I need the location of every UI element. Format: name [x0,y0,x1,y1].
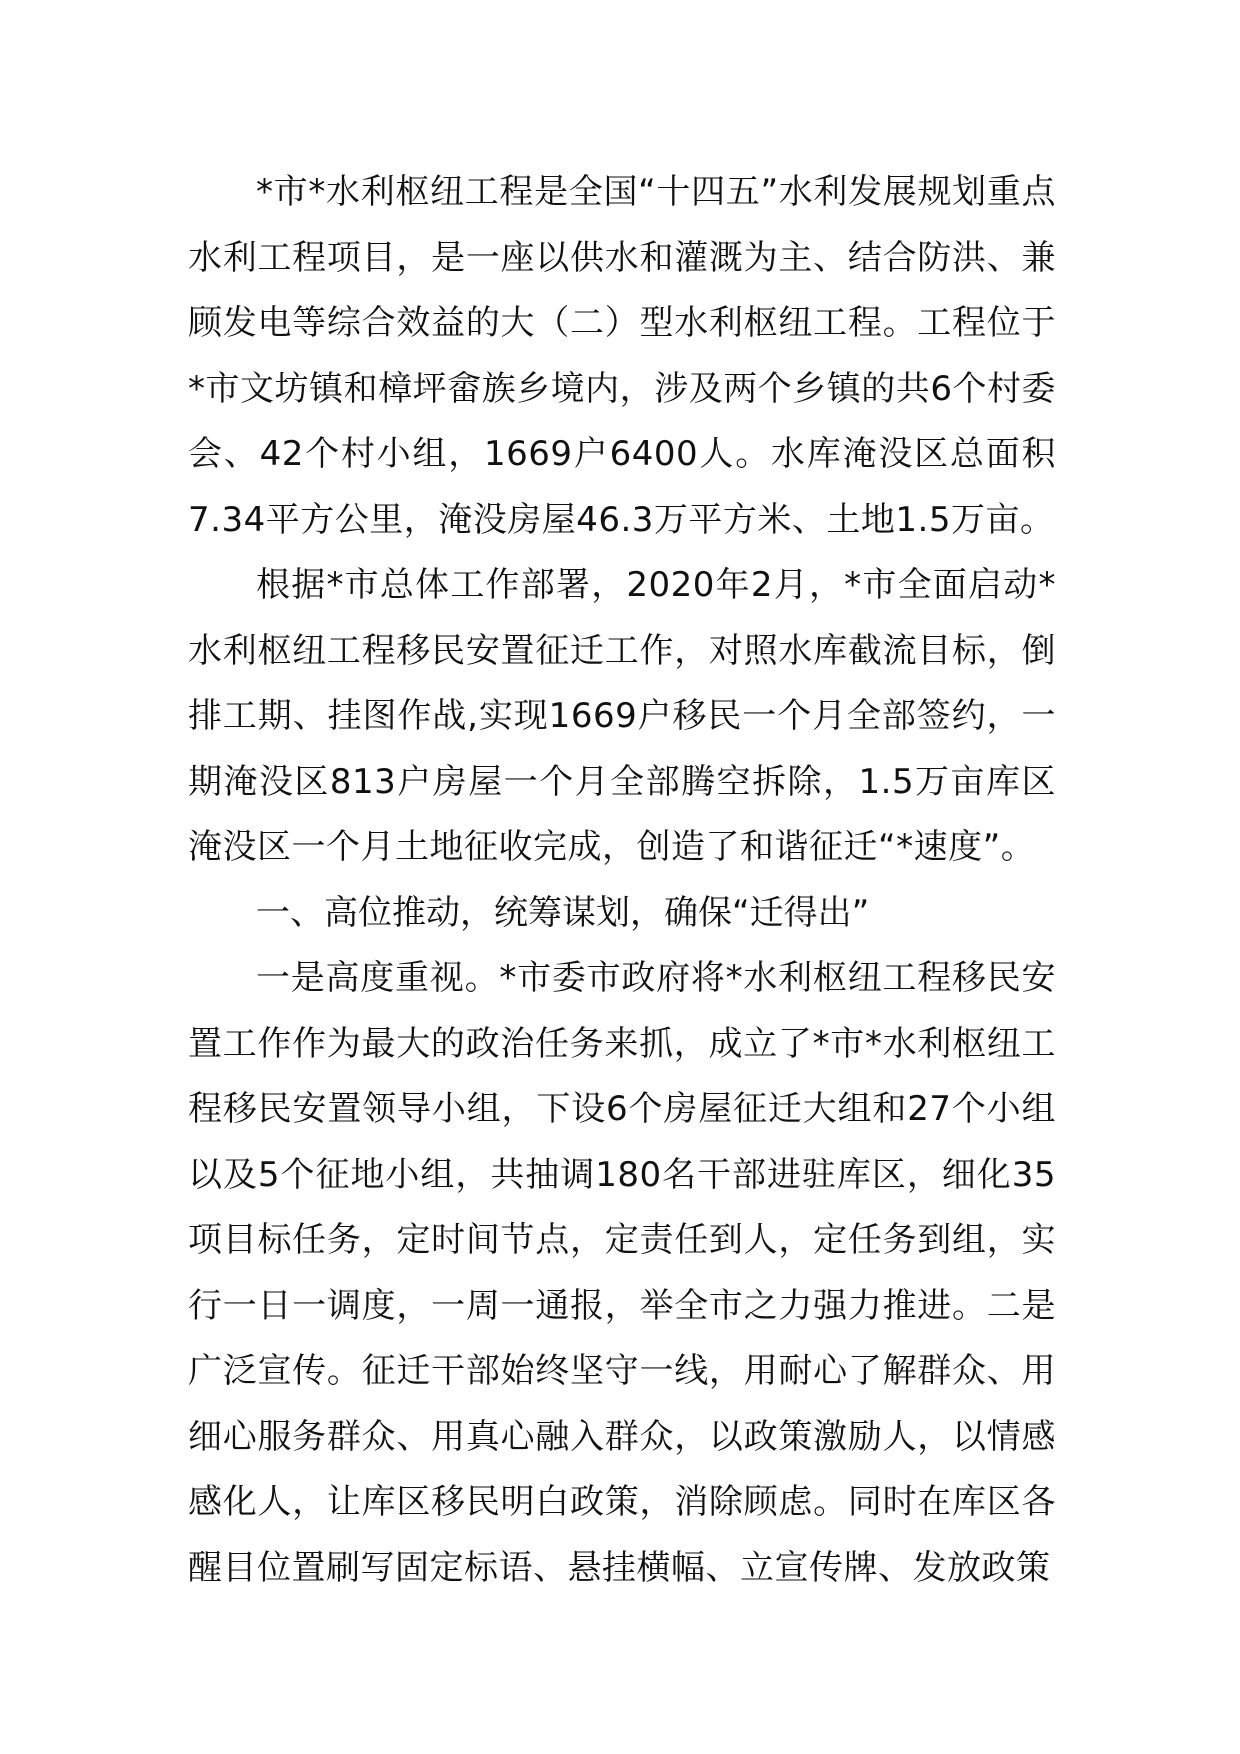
document-body [188,160,1056,1601]
paragraph-work-deployment: 根据*市总体工作部署，2020年2月，*市全面启动*水利枢纽工程移民安置征迁工作，对照水库截流目标，倒排工期、挂图作战,实现1669户移民一个月全部签约，一期淹没区813户房屋一个月全部腾空拆除，1.5万亩库区淹没区一个月土地征收完成，创造了和谐征迁“*速度”。 [188,565,1056,867]
paragraph-section-body: 一是高度重视。*市委市政府将*水利枢纽工程移民安置工作作为最大的政治任务来抓，成立了*市*水利枢纽工程移民安置领导小组，下设6个房屋征迁大组和27个小组以及5个征地小组，共抽调180名干部进驻库区，细化35项目标任务，定时间节点，定责任到人，定任务到组，实行一日一调度，一周一通报，举全市之力强力推进。二是广泛宣传。征迁干部始终坚守一线，用耐心了解群众、用细心服务群众、用真心融入群众，以政策激励人，以情感感化人，让库区移民明白政策，消除顾虑。同时在库区各醒目位置刷写固定标语、悬挂横幅、立宣传牌、发放政策 [188,958,1056,1588]
section-heading: 一、高位推动，统筹谋划，确保“迁得出” [256,892,870,933]
paragraph-project-overview: *市*水利枢纽工程是全国“十四五”水利发展规划重点水利工程项目，是一座以供水和灌溉为主、结合防洪、兼顾发电等综合效益的大（二）型水利枢纽工程。工程位于*市文坊镇和樟坪畲族乡境内，涉及两个乡镇的共6个村委会、42个村小组，1669户6400人。水库淹没区总面积7.34平方公里，淹没房屋46.3万平方米、土地1.5万亩。 [188,172,1056,540]
